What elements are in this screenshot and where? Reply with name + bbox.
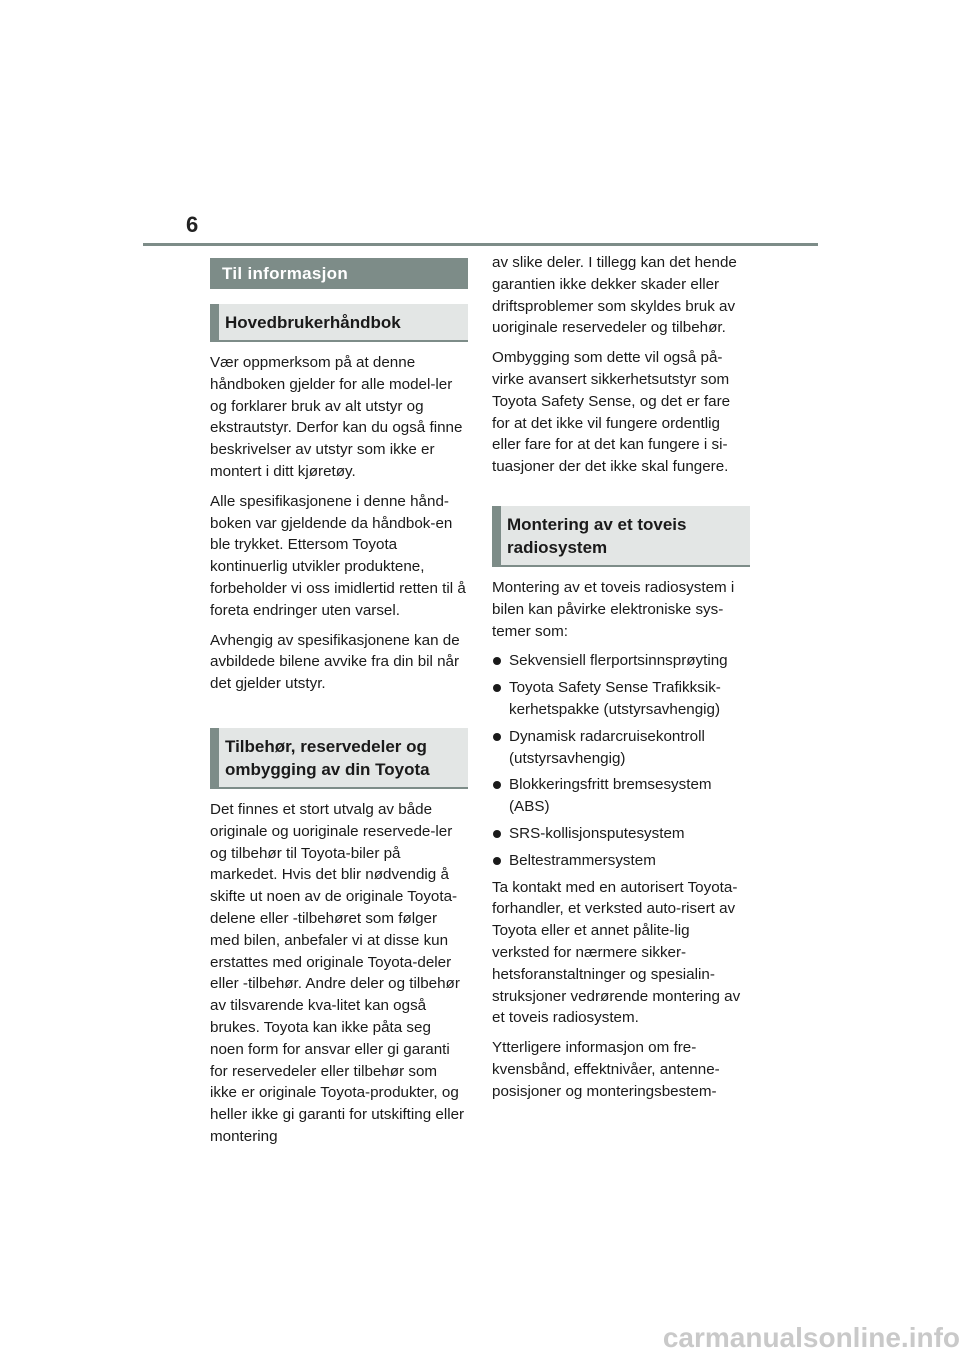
right-column — [492, 252, 750, 1111]
paragraph: Ta kontakt med en autorisert Toyota-forhandler, et verksted auto-risert av Toyota eller et annet pålite-lig verksted for nærmere sikker-hetsforanstaltninger og spesialin-struksjoner vedrørende montering av et toveis radiosystem. — [492, 878, 741, 1027]
list-item-text: Toyota Safety Sense Trafikksik-kerhetspakke (utstyrsavhengig) — [509, 679, 721, 718]
subheading-accessories: Tilbehør, reservedeler og ombygging av din Toyota — [210, 728, 468, 789]
list-item — [492, 850, 750, 872]
paragraph: Avhengig av spesifikasjonene kan de avbildede bilene avvike fra din bil når det gjelder utstyr. — [210, 631, 460, 693]
subheading-main-manual: Hovedbrukerhåndbok — [210, 304, 468, 342]
paragraph: av slike deler. I tillegg kan det hende garantien ikke dekker skader eller driftsproblemer som skyldes bruk av uoriginale reservedeler og tilbehør. — [492, 254, 737, 337]
bullet-icon — [493, 733, 501, 741]
page-number: 6 — [186, 212, 199, 237]
bullet-icon — [493, 684, 501, 692]
system-list — [492, 650, 750, 871]
list-item-text: Dynamisk radarcruisekontroll (utstyrsavhengig) — [509, 727, 705, 767]
list-item — [492, 650, 750, 672]
list-item-text: Blokkeringsfritt bremsesystem (ABS) — [509, 776, 712, 816]
section-title-info: Til informasjon — [210, 258, 468, 289]
list-item-text: SRS-kollisjonsputesystem — [509, 824, 685, 842]
list-item — [492, 823, 750, 845]
list-item — [492, 774, 750, 818]
bullet-icon — [493, 857, 501, 865]
paragraph: Ombygging som dette vil også på-virke avansert sikkerhetsutstyr som Toyota Safety Sense, og det er fare for at det ikke vil fungere ordentlig eller fare for at det kan fungere i si-tuasjoner der det ikke skal fungere. — [492, 349, 731, 476]
paragraph: Alle spesifikasjonene i denne hånd-boken var gjeldende da håndbok-en ble trykket. Ettersom Toyota kontinuerlig utvikler produktene, forbeholder vi oss imidlertid retten til å foreta endringer uten varsel. — [210, 492, 466, 619]
list-item — [492, 677, 750, 721]
left-column — [210, 258, 468, 1156]
bullet-icon — [493, 830, 501, 838]
subheading-two-way-radio: Montering av et toveis radiosystem — [492, 506, 750, 567]
footer-watermark: carmanualsonline.info — [662, 1322, 960, 1353]
list-item — [492, 726, 750, 770]
paragraph: Montering av et toveis radiosystem i bilen kan påvirke elektroniske sys-temer som: — [492, 578, 735, 640]
list-item-text: Sekvensiell flerportsinnsprøyting — [509, 652, 728, 670]
list-item-text: Beltestrammersystem — [509, 851, 656, 869]
bullet-icon — [493, 781, 501, 789]
bullet-icon — [493, 657, 501, 665]
paragraph: Vær oppmerksom på at denne håndboken gjelder for alle model-ler og forklarer bruk av alt utstyr og ekstrautstyr. Derfor kan du også finne beskrivelser av utstyr som ikke er montert i ditt kjøretøy. — [210, 354, 463, 480]
paragraph: Ytterligere informasjon om fre-kvensbånd, effektnivåer, antenne-posisjoner og monteringsbestem- — [492, 1039, 720, 1100]
header-rule — [143, 243, 818, 246]
paragraph: Det finnes et stort utvalg av både originale og uoriginale reservede-ler og tilbehør til Toyota-biler på markedet. Hvis det blir nødvendig å skifte ut noen av de originale Toyota-delene eller -tilbehøret som følger med bilen, anbefaler vi at disse kun erstattes med originale Toyota-deler eller -tilbehør. Andre deler og tilbehør av tilsvarende kva-litet kan også brukes. Toyota kan ikke påta seg noen form for ansvar eller gi garanti for reservedeler eller tilbehør som ikke er originale Toyota-produkter, og heller ikke gi garanti for utskifting eller montering — [210, 800, 465, 1145]
